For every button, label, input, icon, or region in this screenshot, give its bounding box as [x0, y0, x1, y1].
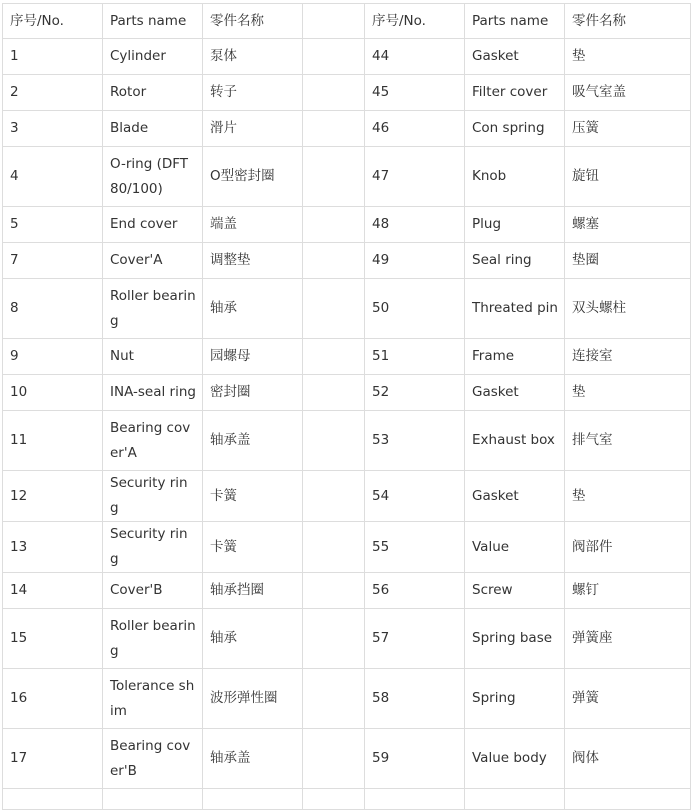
cell-no-right: 48: [365, 207, 465, 243]
cell-part-name: Nut: [103, 339, 203, 375]
cell-part-name-cn: 卡簧: [203, 471, 303, 522]
table-row: [3, 243, 691, 279]
cell-no-right: 51: [365, 339, 465, 375]
cell-part-name-cn: 泵体: [203, 39, 303, 75]
cell-no: 8: [3, 279, 103, 339]
table-row: [3, 207, 691, 243]
cell-part-name-cn-right: 弹簧座: [565, 609, 691, 669]
cell-empty: [3, 789, 103, 810]
cell-no: 9: [3, 339, 103, 375]
cell-part-name-cn-right: 旋钮: [565, 147, 691, 207]
gap-cell: [303, 522, 365, 573]
table-row-partial: [3, 789, 691, 810]
cell-no-right: 52: [365, 375, 465, 411]
cell-empty: [465, 789, 565, 810]
cell-part-name-cn: 轴承盖: [203, 729, 303, 789]
cell-part-name-cn-right: 连接室: [565, 339, 691, 375]
cell-no: 1: [3, 39, 103, 75]
gap-cell: [303, 147, 365, 207]
cell-part-name: Security ring: [103, 522, 203, 573]
gap-cell: [303, 609, 365, 669]
cell-part-name-cn-right: 垫圈: [565, 243, 691, 279]
gap-cell: [303, 111, 365, 147]
cell-part-name-cn: 端盖: [203, 207, 303, 243]
cell-part-name: Cylinder: [103, 39, 203, 75]
header-parts-name-cn: 零件名称: [203, 4, 303, 39]
cell-part-name-cn-right: 双头螺柱: [565, 279, 691, 339]
cell-no: 10: [3, 375, 103, 411]
cell-part-name-right: Threated pin: [465, 279, 565, 339]
cell-no: 17: [3, 729, 103, 789]
gap-cell: [303, 279, 365, 339]
cell-part-name-cn: 滑片: [203, 111, 303, 147]
cell-empty: [203, 789, 303, 810]
cell-part-name-right: Frame: [465, 339, 565, 375]
cell-part-name-cn-right: 阀部件: [565, 522, 691, 573]
cell-no: 16: [3, 669, 103, 729]
cell-part-name: Blade: [103, 111, 203, 147]
table-row: [3, 147, 691, 207]
cell-part-name-right: Gasket: [465, 39, 565, 75]
cell-no-right: 45: [365, 75, 465, 111]
cell-no-right: 44: [365, 39, 465, 75]
cell-no-right: 55: [365, 522, 465, 573]
cell-no: 3: [3, 111, 103, 147]
cell-empty: [565, 789, 691, 810]
cell-empty: [103, 789, 203, 810]
cell-part-name-cn: 轴承挡圈: [203, 573, 303, 609]
cell-part-name-cn-right: 螺塞: [565, 207, 691, 243]
cell-part-name-right: Spring base: [465, 609, 565, 669]
table-row: [3, 111, 691, 147]
cell-no: 11: [3, 411, 103, 471]
cell-no-right: 58: [365, 669, 465, 729]
table-row: [3, 471, 691, 522]
cell-part-name-cn: 轴承盖: [203, 411, 303, 471]
cell-part-name-cn-right: 垫: [565, 375, 691, 411]
cell-no-right: 47: [365, 147, 465, 207]
cell-part-name: Rotor: [103, 75, 203, 111]
cell-part-name-right: Gasket: [465, 375, 565, 411]
cell-part-name-right: Plug: [465, 207, 565, 243]
cell-part-name-cn-right: 垫: [565, 39, 691, 75]
cell-part-name: Roller bearing: [103, 609, 203, 669]
cell-part-name-right: Filter cover: [465, 75, 565, 111]
header-no-right: 序号/No.: [365, 4, 465, 39]
table-row: [3, 375, 691, 411]
cell-part-name: Bearing cover'A: [103, 411, 203, 471]
table-row: [3, 75, 691, 111]
cell-part-name-right: Screw: [465, 573, 565, 609]
cell-part-name: Cover'A: [103, 243, 203, 279]
table-row: [3, 339, 691, 375]
table-row: [3, 669, 691, 729]
cell-no: 13: [3, 522, 103, 573]
cell-part-name-cn-right: 垫: [565, 471, 691, 522]
parts-table: [2, 3, 691, 810]
cell-no: 2: [3, 75, 103, 111]
cell-no: 4: [3, 147, 103, 207]
cell-part-name: Bearing cover'B: [103, 729, 203, 789]
header-parts-name-right: Parts name: [465, 4, 565, 39]
gap-cell: [303, 339, 365, 375]
cell-no-right: 49: [365, 243, 465, 279]
cell-part-name-right: Exhaust box: [465, 411, 565, 471]
cell-part-name-cn: 卡簧: [203, 522, 303, 573]
cell-no: 12: [3, 471, 103, 522]
cell-no-right: 57: [365, 609, 465, 669]
cell-part-name: Security ring: [103, 471, 203, 522]
cell-no-right: 50: [365, 279, 465, 339]
cell-part-name-right: Gasket: [465, 471, 565, 522]
gap-cell: [303, 375, 365, 411]
table-row: [3, 39, 691, 75]
gap-cell: [303, 411, 365, 471]
cell-part-name-right: Seal ring: [465, 243, 565, 279]
table-row: [3, 573, 691, 609]
cell-part-name-cn-right: 排气室: [565, 411, 691, 471]
cell-no-right: 56: [365, 573, 465, 609]
table-row: [3, 522, 691, 573]
cell-no: 5: [3, 207, 103, 243]
table-row: [3, 609, 691, 669]
cell-part-name-cn: O型密封圈: [203, 147, 303, 207]
cell-part-name-cn-right: 吸气室盖: [565, 75, 691, 111]
cell-part-name-cn: 波形弹性圈: [203, 669, 303, 729]
cell-part-name-cn-right: 螺钉: [565, 573, 691, 609]
gap-cell: [303, 243, 365, 279]
header-parts-name: Parts name: [103, 4, 203, 39]
table-header-row: [3, 4, 691, 39]
cell-part-name-right: Spring: [465, 669, 565, 729]
table-row: [3, 411, 691, 471]
cell-part-name: O-ring (DFT 80/100): [103, 147, 203, 207]
cell-part-name: Roller bearing: [103, 279, 203, 339]
cell-part-name-cn-right: 弹簧: [565, 669, 691, 729]
cell-part-name: INA-seal ring: [103, 375, 203, 411]
header-no: 序号/No.: [3, 4, 103, 39]
cell-no: 7: [3, 243, 103, 279]
cell-part-name-cn-right: 阀体: [565, 729, 691, 789]
cell-part-name-cn: 转子: [203, 75, 303, 111]
gap-cell: [303, 573, 365, 609]
parts-table-body: [3, 4, 691, 810]
cell-no: 14: [3, 573, 103, 609]
cell-empty: [303, 789, 365, 810]
cell-part-name: End cover: [103, 207, 203, 243]
cell-part-name-cn: 密封圈: [203, 375, 303, 411]
cell-part-name-right: Value body: [465, 729, 565, 789]
gap-cell: [303, 471, 365, 522]
cell-no-right: 54: [365, 471, 465, 522]
cell-empty: [365, 789, 465, 810]
cell-part-name: Tolerance shim: [103, 669, 203, 729]
cell-part-name-right: Knob: [465, 147, 565, 207]
cell-part-name-cn: 轴承: [203, 609, 303, 669]
header-parts-name-cn-right: 零件名称: [565, 4, 691, 39]
cell-part-name-right: Value: [465, 522, 565, 573]
header-gap-cell: [303, 4, 365, 39]
cell-part-name: Cover'B: [103, 573, 203, 609]
cell-no: 15: [3, 609, 103, 669]
cell-part-name-cn: 调整垫: [203, 243, 303, 279]
cell-no-right: 46: [365, 111, 465, 147]
gap-cell: [303, 75, 365, 111]
gap-cell: [303, 669, 365, 729]
cell-part-name-right: Con spring: [465, 111, 565, 147]
cell-part-name-cn: 园螺母: [203, 339, 303, 375]
gap-cell: [303, 39, 365, 75]
cell-no-right: 59: [365, 729, 465, 789]
cell-no-right: 53: [365, 411, 465, 471]
cell-part-name-cn-right: 压簧: [565, 111, 691, 147]
gap-cell: [303, 207, 365, 243]
table-row: [3, 279, 691, 339]
cell-part-name-cn: 轴承: [203, 279, 303, 339]
